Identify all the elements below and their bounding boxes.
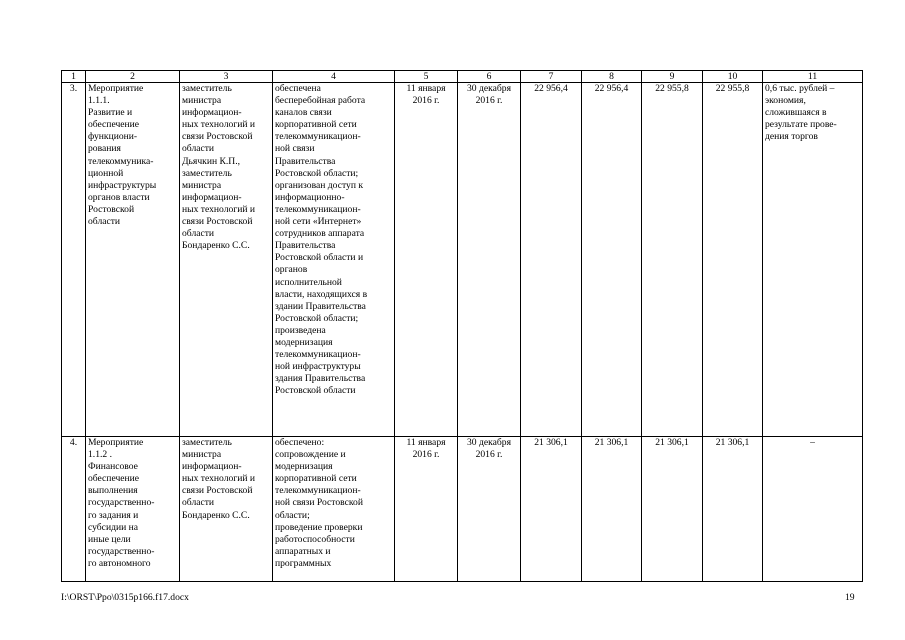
expected-result-line: ной сети «Интернет» xyxy=(275,216,362,228)
expected-result-line: корпоративной сети xyxy=(275,473,357,485)
start-date-cell xyxy=(395,83,458,437)
expected-result-line: органов xyxy=(275,264,308,276)
expected-result-line: бесперебойная работа xyxy=(275,95,366,107)
event-name-line: 1.1.1. xyxy=(88,95,110,107)
expected-result-line: телекоммуникацион- xyxy=(275,349,361,361)
event-name-line: 1.1.2 . xyxy=(88,449,112,461)
column-number-7: 7 xyxy=(521,71,582,83)
column-number-2: 2 xyxy=(86,71,180,83)
table-row xyxy=(62,83,863,437)
expected-result-line: ной связи xyxy=(275,143,315,155)
responsible-person-line: информацион- xyxy=(182,461,242,473)
end-date-line: 30 декабря xyxy=(467,437,511,448)
responsible-person-line: области xyxy=(182,497,215,509)
end-date-cell xyxy=(458,83,521,437)
responsible-person-line: министра xyxy=(182,95,222,107)
event-name-line: субсидии на xyxy=(88,521,139,533)
responsible-person-line: ных технологий и xyxy=(182,473,256,485)
expected-result-line: власти, находящихся в xyxy=(275,288,368,300)
value-col-9-cell: 21 306,1 xyxy=(642,437,703,582)
expected-result-line: информационно- xyxy=(275,191,345,203)
row-number-cell: 3. xyxy=(62,83,86,437)
expected-result-line: модернизация xyxy=(275,461,333,473)
expected-result-line: области; xyxy=(275,509,310,521)
report-table xyxy=(61,70,863,582)
expected-result-line: Ростовской области xyxy=(275,385,356,397)
start-date-line: 11 января xyxy=(406,83,446,94)
expected-result-line: корпоративной сети xyxy=(275,119,357,131)
column-number-11: 11 xyxy=(763,71,863,83)
end-date-line: 30 декабря xyxy=(467,83,511,94)
expected-result-line: организован доступ к xyxy=(275,179,364,191)
responsible-person-line: министра xyxy=(182,179,222,191)
value-col-8-cell: 22 956,4 xyxy=(582,83,642,437)
event-name-line: ционной xyxy=(88,167,124,179)
expected-result-line: Правительства xyxy=(275,240,336,252)
value-col-10-cell: 21 306,1 xyxy=(703,437,763,582)
column-number-row xyxy=(62,71,863,83)
responsible-person-line: информацион- xyxy=(182,107,242,119)
end-date-line: 2016 г. xyxy=(475,95,503,107)
column-number-3: 3 xyxy=(180,71,273,83)
note-cell xyxy=(763,437,863,582)
value-col-7-cell: 21 306,1 xyxy=(521,437,582,582)
event-name-line: обеспечение xyxy=(88,473,140,485)
expected-result-line: телекоммуникацион- xyxy=(275,203,361,215)
event-name-line: Мероприятие xyxy=(88,437,144,448)
expected-result-line: каналов связи xyxy=(275,107,332,119)
expected-result-line: работоспособности xyxy=(275,533,355,545)
expected-result-line: Правительства xyxy=(275,155,336,167)
responsible-person-line: заместитель xyxy=(182,437,232,448)
end-date-line: 2016 г. xyxy=(475,449,503,461)
expected-result-line: Ростовской области; xyxy=(275,312,359,324)
responsible-person-cell xyxy=(180,437,273,582)
responsible-person-line: области xyxy=(182,143,215,155)
responsible-person-line: связи Ростовской xyxy=(182,485,253,497)
expected-result-line: ной инфраструктуры xyxy=(275,361,361,373)
column-number-10: 10 xyxy=(703,71,763,83)
expected-result-line: Ростовской области; xyxy=(275,167,359,179)
responsible-person-cell xyxy=(180,83,273,437)
expected-result-line: произведена xyxy=(275,324,326,336)
responsible-person-line: ных технологий и xyxy=(182,203,256,215)
expected-result-line: программных xyxy=(275,557,332,569)
note-cell xyxy=(763,83,863,437)
row-number-cell: 4. xyxy=(62,437,86,582)
expected-result-cell xyxy=(273,437,395,582)
responsible-person-line: Дьячкин К.П., xyxy=(182,155,241,167)
note-line: 0,6 тыс. рублей – xyxy=(765,83,835,94)
event-name-line: го задания и xyxy=(88,509,139,521)
expected-result-line: Ростовской области и xyxy=(275,252,364,264)
responsible-person-line: ных технологий и xyxy=(182,119,256,131)
footer-file-path: I:\ORST\Ppo\0315p166.f17.docx xyxy=(61,592,189,603)
event-name-line: телекоммуника- xyxy=(88,155,154,167)
expected-result-line: телекоммуникацион- xyxy=(275,485,361,497)
event-name-cell xyxy=(86,83,180,437)
expected-result-line: ной связи Ростовской xyxy=(275,497,363,509)
responsible-person-line: связи Ростовской xyxy=(182,216,253,228)
note-line: сложившаяся в xyxy=(765,107,827,119)
event-name-line: обеспечение xyxy=(88,119,140,131)
expected-result-line: обеспечена xyxy=(275,83,321,94)
column-number-9: 9 xyxy=(642,71,703,83)
table-body xyxy=(62,71,863,582)
responsible-person-line: Бондаренко С.С. xyxy=(182,240,250,252)
expected-result-line: телекоммуникацион- xyxy=(275,131,361,143)
note-line: экономия, xyxy=(765,95,806,107)
column-number-4: 4 xyxy=(273,71,395,83)
value-col-9-cell: 22 955,8 xyxy=(642,83,703,437)
responsible-person-line: информацион- xyxy=(182,191,242,203)
expected-result-line: обеспечено: xyxy=(275,437,325,448)
expected-result-cell xyxy=(273,83,395,437)
expected-result-line: исполнительной xyxy=(275,276,342,288)
table-row xyxy=(62,437,863,582)
event-name-line: выполнения xyxy=(88,485,138,497)
event-name-line: государственно- xyxy=(88,497,155,509)
event-name-line: функциони- xyxy=(88,131,138,143)
responsible-person-line: министра xyxy=(182,449,222,461)
column-number-5: 5 xyxy=(395,71,458,83)
expected-result-line: здании Правительства xyxy=(275,300,366,312)
expected-result-line: аппаратных и xyxy=(275,545,331,557)
start-date-line: 11 января xyxy=(406,437,446,448)
responsible-person-line: области xyxy=(182,228,215,240)
event-name-line: Мероприятие xyxy=(88,83,144,94)
expected-result-line: сопровождение и xyxy=(275,449,346,461)
column-number-6: 6 xyxy=(458,71,521,83)
end-date-cell xyxy=(458,437,521,582)
expected-result-line: проведение проверки xyxy=(275,521,363,533)
start-date-cell xyxy=(395,437,458,582)
event-name-line: области xyxy=(88,216,121,228)
event-name-line: инфраструктуры xyxy=(88,179,157,191)
start-date-line: 2016 г. xyxy=(412,449,440,461)
event-name-line: государственно- xyxy=(88,545,155,557)
note-line: – xyxy=(810,437,815,448)
value-col-8-cell: 21 306,1 xyxy=(582,437,642,582)
page-number: 19 xyxy=(845,592,855,603)
column-number-1: 1 xyxy=(62,71,86,83)
event-name-line: иные цели xyxy=(88,533,131,545)
event-name-line: Финансовое xyxy=(88,461,138,473)
event-name-line: Развитие и xyxy=(88,107,133,119)
start-date-line: 2016 г. xyxy=(412,95,440,107)
value-col-7-cell: 22 956,4 xyxy=(521,83,582,437)
event-name-line: го автономного xyxy=(88,557,151,569)
expected-result-line: здания Правительства xyxy=(275,373,366,385)
expected-result-line: сотрудников аппарата xyxy=(275,228,365,240)
event-name-line: органов власти xyxy=(88,191,150,203)
column-number-8: 8 xyxy=(582,71,642,83)
event-name-cell xyxy=(86,437,180,582)
responsible-person-line: заместитель xyxy=(182,83,232,94)
value-col-10-cell: 22 955,8 xyxy=(703,83,763,437)
event-name-line: Ростовской xyxy=(88,203,135,215)
responsible-person-line: заместитель xyxy=(182,167,232,179)
expected-result-line: модернизация xyxy=(275,336,333,348)
note-line: результате прове- xyxy=(765,119,837,131)
responsible-person-line: связи Ростовской xyxy=(182,131,253,143)
note-line: дения торгов xyxy=(765,131,818,143)
event-name-line: рования xyxy=(88,143,121,155)
responsible-person-line: Бондаренко С.С. xyxy=(182,509,250,521)
